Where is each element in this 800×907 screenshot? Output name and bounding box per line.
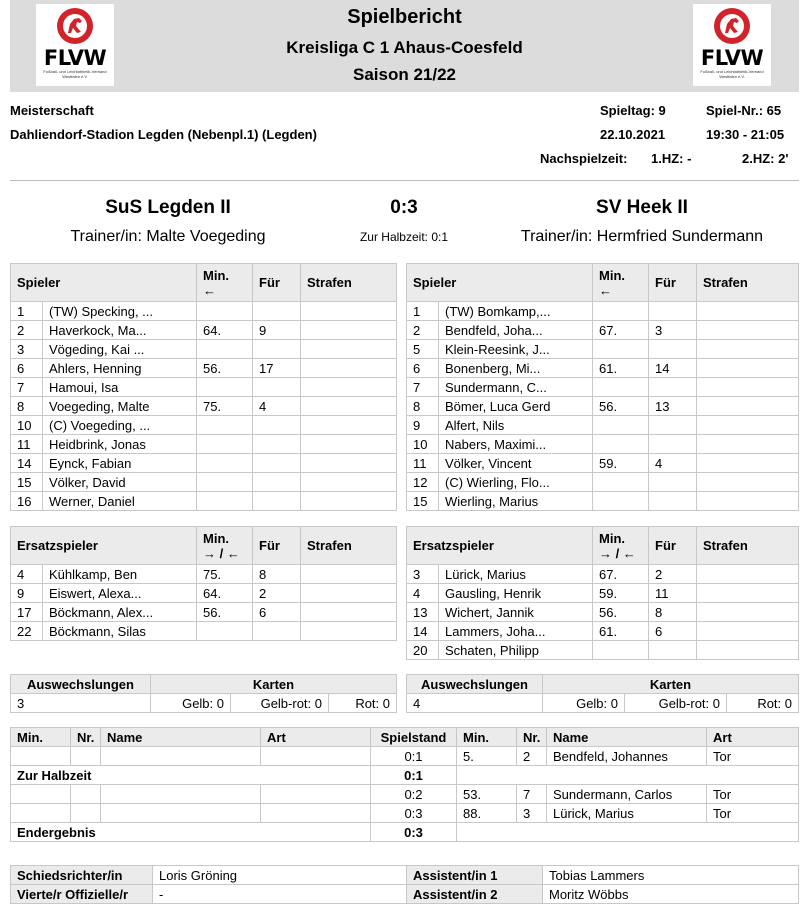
lineup-row (407, 359, 799, 378)
sub-for-number: 11 (649, 584, 697, 603)
away-yellowred: Gelb-rot: 0 (625, 694, 727, 713)
sub-minute: 56. (593, 397, 649, 416)
player-number: 2 (407, 321, 439, 340)
sub-for-number (649, 473, 697, 492)
penalty-cell (301, 359, 397, 378)
sub-for-number: 3 (649, 321, 697, 340)
fourth-official-name: - (153, 885, 407, 904)
sub-minute (197, 378, 253, 397)
event-type: Tor (707, 747, 799, 766)
penalty-cell (301, 397, 397, 416)
sub-minute: 56. (197, 359, 253, 378)
assistant2-name: Moritz Wöbbs (543, 885, 799, 904)
player-number: 22 (11, 622, 43, 641)
player-name: (C) Voegeding, ... (43, 416, 197, 435)
sub-row (407, 603, 799, 622)
logo-text: FLVW (700, 46, 764, 70)
halftime-row (11, 766, 799, 785)
final-score: 0:3 (390, 197, 418, 218)
sub-for-number: 6 (253, 603, 301, 622)
assistant1-label: Assistent/in 1 (407, 866, 543, 885)
sub-for-number: 9 (253, 321, 301, 340)
penalty-cell (301, 416, 397, 435)
event-player: Sundermann, Carlos (547, 785, 707, 804)
penalty-cell (301, 302, 397, 321)
away-cards-table (406, 674, 799, 713)
penalties-header: Strafen (301, 264, 397, 302)
sub-for-number (253, 340, 301, 359)
player-number: 10 (407, 435, 439, 454)
extra-time-second-half: 2.HZ: 2' (742, 151, 789, 166)
penalty-cell (697, 622, 799, 641)
minute-header: Min. ← (197, 264, 253, 302)
sub-for-number (253, 435, 301, 454)
final-label: Endergebnis (11, 823, 371, 842)
minute-header: Min. → / ← (593, 527, 649, 565)
sub-for-number (649, 416, 697, 435)
logo-subtitle: Fußball- und Leichtathletik-Verband Westfalen e.V. (700, 69, 764, 79)
for-header: Für (253, 527, 301, 565)
penalty-cell (697, 584, 799, 603)
player-name: Böckmann, Alex... (43, 603, 197, 622)
lineup-row (11, 473, 397, 492)
player-number: 17 (11, 603, 43, 622)
sub-row (11, 603, 397, 622)
sub-for-number (253, 378, 301, 397)
penalty-cell (301, 435, 397, 454)
player-number: 3 (11, 340, 43, 359)
minute-header: Min. ← (593, 264, 649, 302)
subs-count-header: Auswechslungen (407, 675, 543, 694)
divider (10, 180, 799, 181)
lineup-row (11, 302, 397, 321)
player-name: Wierling, Marius (439, 492, 593, 511)
sub-minute (593, 641, 649, 660)
player-name: Bonenberg, Mi... (439, 359, 593, 378)
sub-row (11, 584, 397, 603)
sub-minute (593, 302, 649, 321)
penalty-cell (301, 565, 397, 584)
min-header: Min. (11, 728, 71, 747)
penalty-cell (697, 473, 799, 492)
player-name: Böckmann, Silas (43, 622, 197, 641)
sub-minute: 64. (197, 321, 253, 340)
player-name: Werner, Daniel (43, 492, 197, 511)
lineup-row (407, 416, 799, 435)
penalty-cell (697, 397, 799, 416)
player-name: Eiswert, Alexa... (43, 584, 197, 603)
sub-minute: 56. (197, 603, 253, 622)
lineup-row (11, 435, 397, 454)
player-name: Völker, Vincent (439, 454, 593, 473)
home-lineup-header (11, 264, 397, 302)
referee-name: Loris Gröning (153, 866, 407, 885)
lineup-row (11, 378, 397, 397)
extra-time-first-half: 1.HZ: - (651, 151, 692, 166)
player-number: 8 (407, 397, 439, 416)
player-name: (TW) Specking, ... (43, 302, 197, 321)
player-name: Ahlers, Henning (43, 359, 197, 378)
player-name: Klein-Reesink, J... (439, 340, 593, 359)
sub-for-number (253, 302, 301, 321)
away-lineup-table (406, 263, 799, 511)
event-number: 7 (517, 785, 547, 804)
sub-for-number (253, 454, 301, 473)
sub-minute (593, 416, 649, 435)
assistant1-name: Tobias Lammers (543, 866, 799, 885)
penalties-header: Strafen (697, 264, 799, 302)
player-number: 14 (11, 454, 43, 473)
sub-minute: 56. (593, 603, 649, 622)
sub-for-number (649, 302, 697, 321)
event-row (11, 747, 799, 766)
sub-minute (197, 454, 253, 473)
logo-subtitle: Fußball- und Leichtathletik-Verband Westfalen e.V. (43, 69, 107, 79)
player-name: Kühlkamp, Ben (43, 565, 197, 584)
referee-label: Schiedsrichter/in (11, 866, 153, 885)
for-header: Für (649, 264, 697, 302)
sub-row (407, 584, 799, 603)
type-header: Art (261, 728, 371, 747)
halftime-label: Zur Halbzeit (11, 766, 371, 785)
penalty-cell (697, 603, 799, 622)
sub-minute (197, 622, 253, 641)
home-subs-table (10, 526, 397, 641)
away-team-name: SV Heek II (596, 197, 688, 218)
sub-minute (197, 416, 253, 435)
lineup-row (11, 340, 397, 359)
player-number: 14 (407, 622, 439, 641)
penalty-cell (301, 473, 397, 492)
sub-row (407, 565, 799, 584)
player-name: Lürick, Marius (439, 565, 593, 584)
sub-minute: 75. (197, 397, 253, 416)
player-number: 11 (11, 435, 43, 454)
season: Saison 21/22 (352, 65, 456, 84)
match-number: Spiel-Nr.: 65 (706, 103, 782, 118)
lineup-row (11, 359, 397, 378)
player-number: 20 (407, 641, 439, 660)
home-subs-count: 3 (11, 694, 151, 713)
sub-for-number: 2 (253, 584, 301, 603)
fourth-official-label: Vierte/r Offizielle/r (11, 885, 153, 904)
lineup-row (407, 378, 799, 397)
event-score: 0:1 (371, 747, 457, 766)
sub-for-number (649, 492, 697, 511)
subs-header: Ersatzspieler (11, 527, 197, 565)
sub-minute: 67. (593, 321, 649, 340)
penalty-cell (697, 435, 799, 454)
lineup-row (11, 321, 397, 340)
sub-for-number: 2 (649, 565, 697, 584)
away-red: Rot: 0 (727, 694, 799, 713)
player-name: Nabers, Maximi... (439, 435, 593, 454)
competition-type: Meisterschaft (10, 103, 94, 118)
player-number: 10 (11, 416, 43, 435)
logo-text: FLVW (43, 46, 107, 70)
player-number: 9 (407, 416, 439, 435)
lineup-row (11, 454, 397, 473)
player-number: 16 (11, 492, 43, 511)
event-row (11, 804, 799, 823)
sub-minute (197, 492, 253, 511)
report-title: Spielbericht (347, 6, 462, 28)
player-name: Lammers, Joha... (439, 622, 593, 641)
lineup-row (407, 454, 799, 473)
player-name: Sundermann, C... (439, 378, 593, 397)
events-header (11, 728, 799, 747)
lineup-row (11, 492, 397, 511)
player-name: Eynck, Fabian (43, 454, 197, 473)
event-type: Tor (707, 804, 799, 823)
player-name: Hamoui, Isa (43, 378, 197, 397)
extra-time-label: Nachspielzeit: (540, 151, 628, 166)
player-number: 5 (407, 340, 439, 359)
player-name: Wichert, Jannik (439, 603, 593, 622)
player-name: Voegeding, Malte (43, 397, 197, 416)
away-subs-count: 4 (407, 694, 543, 713)
nr-header: Nr. (71, 728, 101, 747)
sub-for-number: 6 (649, 622, 697, 641)
penalty-cell (697, 565, 799, 584)
lineup-row (407, 397, 799, 416)
min-header: Min. (457, 728, 517, 747)
player-name: (C) Wierling, Flo... (439, 473, 593, 492)
event-number: 2 (517, 747, 547, 766)
player-name: (TW) Bomkamp,... (439, 302, 593, 321)
player-number: 1 (407, 302, 439, 321)
home-red: Rot: 0 (329, 694, 397, 713)
player-number: 7 (11, 378, 43, 397)
player-number: 3 (407, 565, 439, 584)
lineup-row (407, 473, 799, 492)
sub-for-number: 17 (253, 359, 301, 378)
sub-minute (197, 473, 253, 492)
sub-minute (197, 435, 253, 454)
sub-row (407, 622, 799, 641)
lineup-row (11, 416, 397, 435)
player-number: 6 (407, 359, 439, 378)
home-yellow: Gelb: 0 (151, 694, 231, 713)
penalty-cell (301, 378, 397, 397)
sub-for-number: 8 (253, 565, 301, 584)
sub-minute: 64. (197, 584, 253, 603)
player-number: 13 (407, 603, 439, 622)
penalty-cell (697, 378, 799, 397)
player-number: 12 (407, 473, 439, 492)
penalty-cell (697, 416, 799, 435)
player-name: Völker, David (43, 473, 197, 492)
lineup-row (407, 321, 799, 340)
lineup-row (407, 302, 799, 321)
lineup-row (11, 397, 397, 416)
match-date: 22.10.2021 (600, 127, 666, 142)
penalty-cell (301, 454, 397, 473)
sub-for-number (253, 416, 301, 435)
final-row (11, 823, 799, 842)
home-team-name: SuS Legden II (105, 197, 231, 218)
event-row (11, 785, 799, 804)
player-name: Heidbrink, Jonas (43, 435, 197, 454)
sub-minute (593, 340, 649, 359)
event-score: 0:3 (371, 804, 457, 823)
away-yellow: Gelb: 0 (543, 694, 625, 713)
player-name: Alfert, Nils (439, 416, 593, 435)
penalty-cell (697, 641, 799, 660)
penalties-header: Strafen (697, 527, 799, 565)
score-header: Spielstand (371, 728, 457, 747)
sub-minute (593, 492, 649, 511)
cards-header: Karten (151, 675, 397, 694)
matchday: Spieltag: 9 (600, 103, 666, 118)
sub-for-number (649, 378, 697, 397)
sub-for-number (649, 435, 697, 454)
sub-minute: 59. (593, 584, 649, 603)
sub-for-number (253, 473, 301, 492)
type-header: Art (707, 728, 799, 747)
player-header: Spieler (11, 264, 197, 302)
player-number: 4 (407, 584, 439, 603)
event-minute: 5. (457, 747, 517, 766)
event-minute: 53. (457, 785, 517, 804)
penalty-cell (697, 302, 799, 321)
match-time: 19:30 - 21:05 (706, 127, 785, 142)
event-player: Bendfeld, Johannes (547, 747, 707, 766)
away-subs-table (406, 526, 799, 660)
event-number: 3 (517, 804, 547, 823)
home-yellowred: Gelb-rot: 0 (231, 694, 329, 713)
penalty-cell (697, 359, 799, 378)
penalty-cell (301, 321, 397, 340)
away-coach: Trainer/in: Hermfried Sundermann (520, 228, 764, 245)
player-name: Bendfeld, Joha... (439, 321, 593, 340)
sub-for-number: 4 (649, 454, 697, 473)
final-score-cell: 0:3 (371, 823, 457, 842)
penalties-header: Strafen (301, 527, 397, 565)
subs-count-header: Auswechslungen (11, 675, 151, 694)
home-lineup-table (10, 263, 397, 511)
venue: Dahliendorf-Stadion Legden (Nebenpl.1) (Legden) (10, 127, 317, 142)
player-number: 15 (11, 473, 43, 492)
home-cards-table (10, 674, 397, 713)
sub-for-number: 14 (649, 359, 697, 378)
penalty-cell (697, 340, 799, 359)
lineup-row (407, 435, 799, 454)
player-number: 1 (11, 302, 43, 321)
away-lineup-header (407, 264, 799, 302)
sub-minute: 59. (593, 454, 649, 473)
nr-header: Nr. (517, 728, 547, 747)
player-name: Vögeding, Kai ... (43, 340, 197, 359)
penalty-cell (697, 321, 799, 340)
name-header: Name (547, 728, 707, 747)
horse-crest-icon (712, 6, 752, 46)
name-header: Name (101, 728, 261, 747)
player-number: 8 (11, 397, 43, 416)
sub-for-number (253, 622, 301, 641)
for-header: Für (649, 527, 697, 565)
flvw-logo-right (693, 4, 771, 86)
sub-for-number: 8 (649, 603, 697, 622)
sub-minute: 61. (593, 622, 649, 641)
sub-minute: 67. (593, 565, 649, 584)
home-subs-header (11, 527, 397, 565)
assistant2-label: Assistent/in 2 (407, 885, 543, 904)
penalty-cell (301, 584, 397, 603)
event-type: Tor (707, 785, 799, 804)
sub-for-number (649, 641, 697, 660)
officials-table (10, 865, 799, 904)
event-score: 0:2 (371, 785, 457, 804)
home-coach: Trainer/in: Malte Voegeding (70, 228, 266, 245)
sub-minute (593, 378, 649, 397)
player-number: 4 (11, 565, 43, 584)
penalty-cell (301, 340, 397, 359)
penalty-cell (697, 454, 799, 473)
sub-for-number (253, 492, 301, 511)
lineup-row (407, 340, 799, 359)
subs-header: Ersatzspieler (407, 527, 593, 565)
sub-row (11, 622, 397, 641)
player-number: 7 (407, 378, 439, 397)
league-name: Kreisliga C 1 Ahaus-Coesfeld (286, 38, 523, 57)
player-header: Spieler (407, 264, 593, 302)
lineup-row (407, 492, 799, 511)
event-player: Lürick, Marius (547, 804, 707, 823)
player-name: Gausling, Henrik (439, 584, 593, 603)
event-minute: 88. (457, 804, 517, 823)
player-name: Bömer, Luca Gerd (439, 397, 593, 416)
player-number: 2 (11, 321, 43, 340)
sub-minute (593, 473, 649, 492)
cards-header: Karten (543, 675, 799, 694)
halftime-score: Zur Halbzeit: 0:1 (359, 230, 449, 244)
penalty-cell (301, 492, 397, 511)
sub-for-number: 13 (649, 397, 697, 416)
player-number: 9 (11, 584, 43, 603)
player-number: 11 (407, 454, 439, 473)
sub-for-number (649, 340, 697, 359)
sub-for-number: 4 (253, 397, 301, 416)
events-table (10, 727, 799, 842)
player-name: Haverkock, Ma... (43, 321, 197, 340)
player-name: Schaten, Philipp (439, 641, 593, 660)
sub-minute (593, 435, 649, 454)
sub-minute: 75. (197, 565, 253, 584)
player-number: 15 (407, 492, 439, 511)
halftime-score-cell: 0:1 (371, 766, 457, 785)
penalty-cell (301, 603, 397, 622)
sub-minute (197, 340, 253, 359)
report-header (10, 0, 799, 92)
penalty-cell (301, 622, 397, 641)
sub-row (11, 565, 397, 584)
penalty-cell (697, 492, 799, 511)
minute-header: Min. → / ← (197, 527, 253, 565)
sub-minute (197, 302, 253, 321)
for-header: Für (253, 264, 301, 302)
sub-row (407, 641, 799, 660)
player-number: 6 (11, 359, 43, 378)
away-subs-header (407, 527, 799, 565)
sub-minute: 61. (593, 359, 649, 378)
